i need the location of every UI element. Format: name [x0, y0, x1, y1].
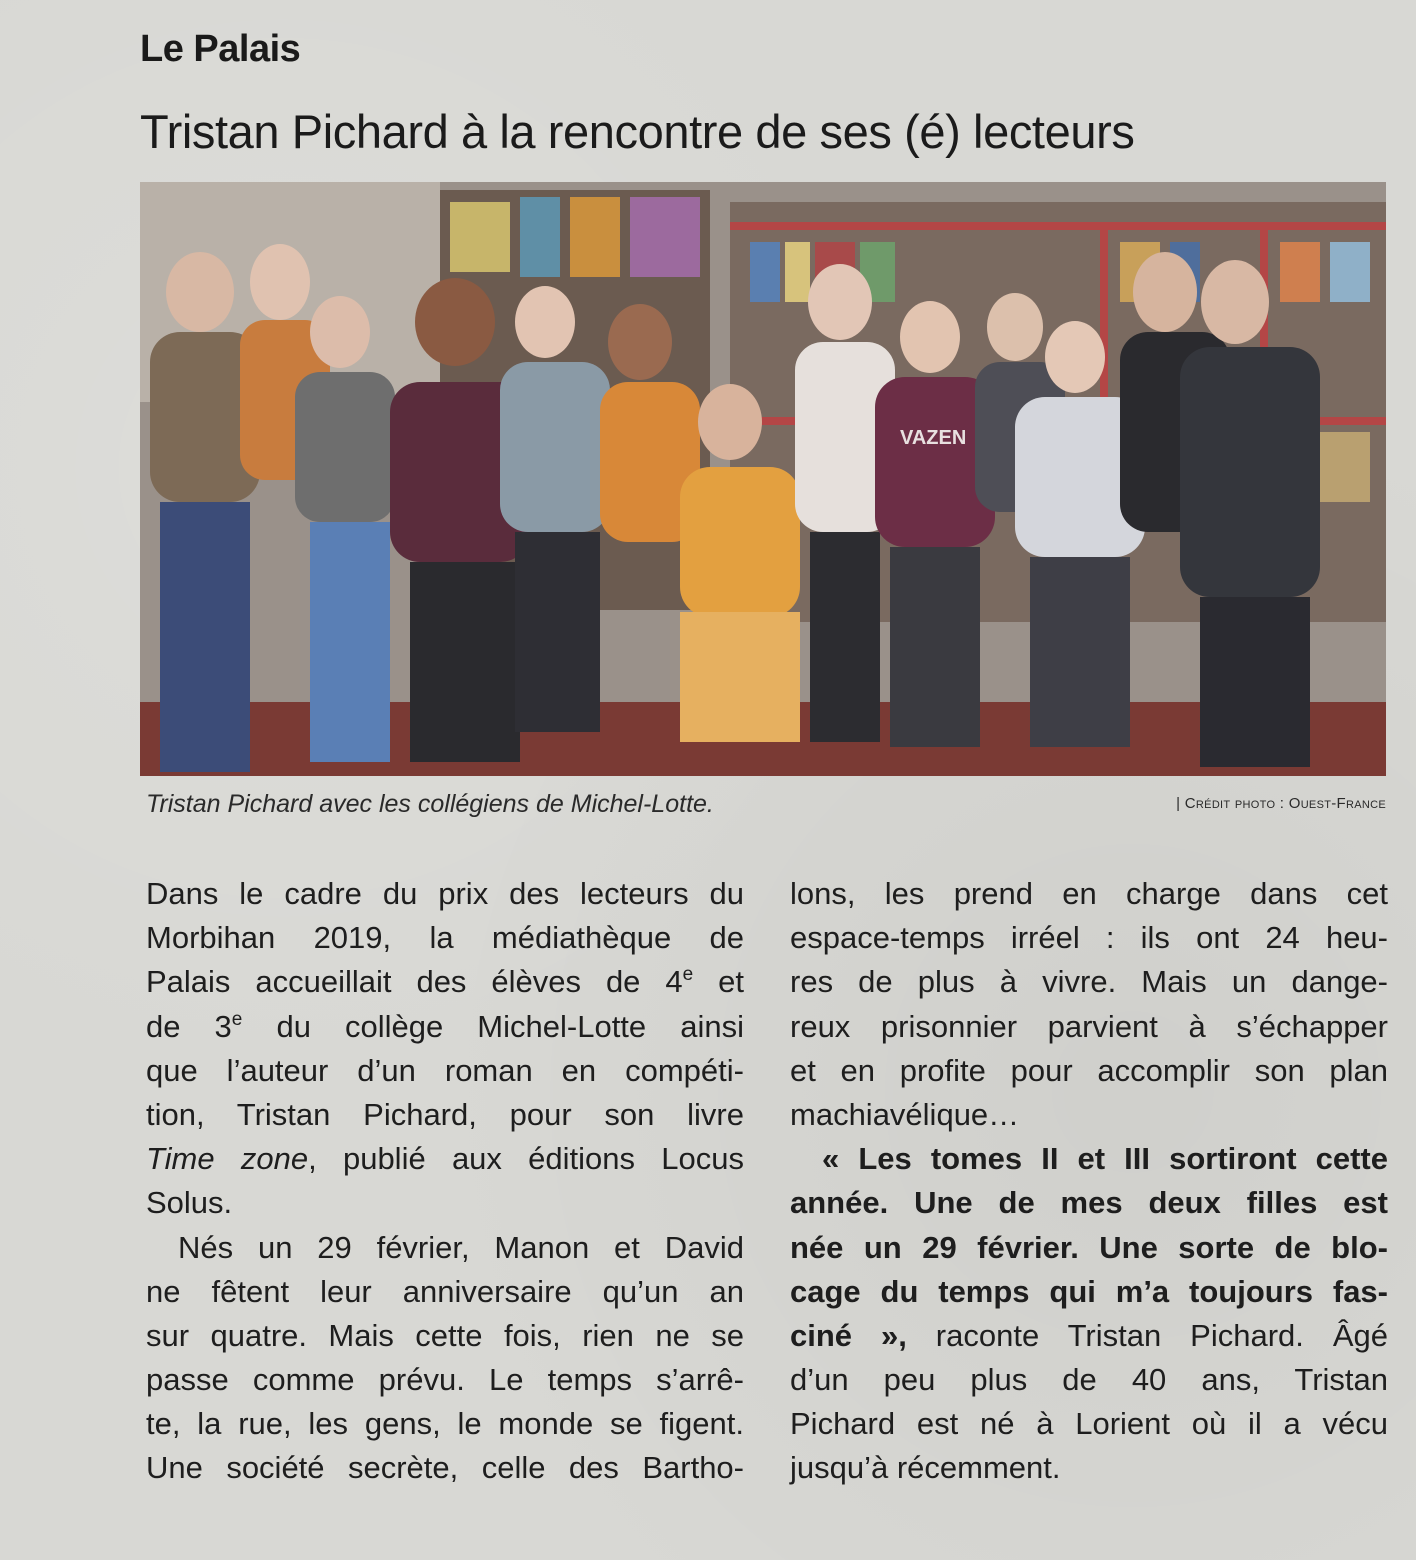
- article-line: Solus.: [146, 1185, 233, 1221]
- article-line: Palais accueillait des élèves de 4e et: [146, 964, 745, 1000]
- article-line: passe comme prévu. Le temps s’arrê-: [146, 1362, 744, 1398]
- article-line: sur quatre. Mais cette fois, rien ne se: [146, 1317, 744, 1353]
- article-column-2: [790, 872, 1388, 1491]
- article-line: Morbihan 2019, la médiathèque de: [146, 920, 744, 956]
- article-line: Une société secrète, celle des Bartho-: [146, 1450, 744, 1486]
- photo-caption: Tristan Pichard avec les collégiens de Michel-Lotte.: [146, 790, 714, 818]
- article-line: ciné », raconte Tristan Pichard. Âgé: [790, 1317, 1388, 1353]
- article-line: d’un peu plus de 40 ans, Tristan: [790, 1362, 1388, 1398]
- article-line: lons, les prend en charge dans cet: [790, 876, 1388, 911]
- article-line: Dans le cadre du prix des lecteurs du: [146, 876, 744, 911]
- section-label: Le Palais: [140, 28, 301, 70]
- quote-line: née un 29 février. Une sorte de blo-: [790, 1229, 1388, 1265]
- article-headline: Tristan Pichard à la rencontre de ses (é) lecteurs: [140, 105, 1135, 158]
- article-line: et en profite pour accomplir son plan: [790, 1052, 1388, 1088]
- article-line: tion, Tristan Pichard, pour son livre: [146, 1096, 744, 1132]
- article-column-1: [146, 872, 744, 1491]
- article-line: te, la rue, les gens, le monde se figent.: [146, 1406, 744, 1442]
- quote-line: cage du temps qui m’a toujours fas-: [790, 1273, 1388, 1309]
- article-line: reux prisonnier parvient à s’échapper: [790, 1008, 1388, 1044]
- article-line: Nés un 29 février, Manon et David: [178, 1229, 744, 1265]
- article-line: que l’auteur d’un roman en compéti-: [146, 1052, 744, 1088]
- article-line: jusqu’à récemment.: [790, 1450, 1061, 1486]
- article-line: Time zone, publié aux éditions Locus: [146, 1141, 744, 1177]
- article-line: espace-temps irréel : ils ont 24 heu-: [790, 920, 1388, 956]
- group-photo-illustration: [140, 182, 1386, 776]
- article-line: machiavélique…: [790, 1096, 1020, 1132]
- article-line: de 3e du collège Michel-Lotte ainsi: [146, 1008, 744, 1044]
- photo-credit: | Crédit photo : Ouest-France: [1176, 795, 1386, 812]
- article-line: ne fêtent leur anniversaire qu’un an: [146, 1273, 744, 1309]
- quote-line: année. Une de mes deux filles est: [790, 1185, 1388, 1221]
- article-line: res de plus à vivre. Mais un dange-: [790, 964, 1388, 1000]
- quote-line: « Les tomes II et III sortiront cette: [822, 1141, 1388, 1177]
- article-photo: [140, 182, 1386, 776]
- article-line: Pichard est né à Lorient où il a vécu: [790, 1406, 1388, 1442]
- shirt-text: VAZEN: [900, 427, 967, 449]
